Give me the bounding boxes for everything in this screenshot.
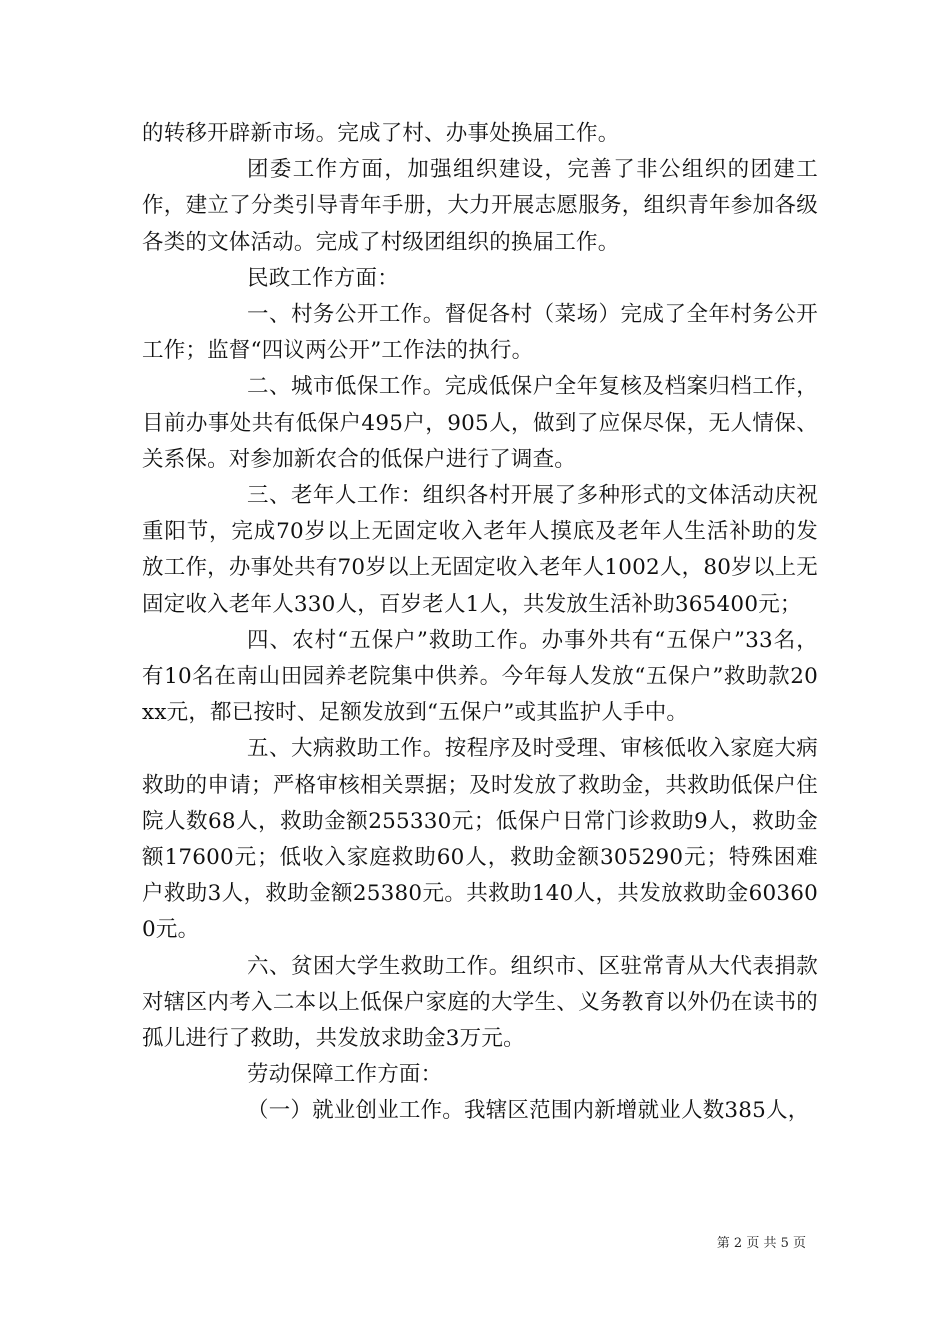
paragraph-youth-league: 团委工作方面，加强组织建设，完善了非公组织的团建工作，建立了分类引导青年手册，大力开展志愿服务，组织青年参加各级各类的文体活动。完成了村级团组织的换届工作。 <box>142 157 818 255</box>
document-body <box>142 116 818 1130</box>
paragraph-student-aid: 六、贫困大学生救助工作。组织市、区驻常青从大代表捐款对辖区内考入二本以上低保户家庭的大学生、义务教育以外仍在读书的孤儿进行了救助，共发放求助金3万元。 <box>142 953 818 1052</box>
paragraph-five-guarantee: 四、农村“五保户”救助工作。办事外共有“五保户”33名，有10名在南山田园养老院集中供养。今年每人发放“五保户”救助款20xx元，都已按时、足额发放到“五保户”或其监护人手中。 <box>142 627 818 726</box>
paragraph-employment: （一）就业创业工作。我辖区范围内新增就业人数385人， <box>247 1098 810 1124</box>
page-number: 第 2 页 共 5 页 <box>716 1236 806 1251</box>
heading-labor-security: 劳动保障工作方面： <box>247 1062 443 1088</box>
paragraph-urban-subsistence: 二、城市低保工作。完成低保户全年复核及档案归档工作，目前办事处共有低保户495户，905人，做到了应保尽保，无人情保、关系保。对参加新农合的低保户进行了调查。 <box>142 374 818 472</box>
paragraph-village-affairs: 一、村务公开工作。督促各村（菜场）完成了全年村务公开工作；监督“四议两公开”工作法的执行。 <box>142 302 818 364</box>
heading-civil-affairs: 民政工作方面： <box>247 265 399 291</box>
paragraph-continuation: 的转移开辟新市场。完成了村、办事处换届工作。 <box>142 121 620 146</box>
paragraph-medical-aid: 五、大病救助工作。按程序及时受理、审核低收入家庭大病救助的申请；严格审核相关票据；及时发放了救助金，共救助低保户住院人数68人，救助金额255330元；低保户日常门诊救助9人，救助金额17600元；低收入家庭救助60人，救助金额305290元；特殊困难户救助3人，救助金额25380元。共救助140人，共发放救助金603600元。 <box>142 736 818 943</box>
paragraph-elderly: 三、老年人工作：组织各村开展了多种形式的文体活动庆祝重阳节，完成70岁以上无固定收入老年人摸底及老年人生活补助的发放工作，办事处共有70岁以上无固定收入老年人1002人，80岁以上无固定收入老年人330人，百岁老人1人，共发放生活补助365400元； <box>142 483 818 617</box>
